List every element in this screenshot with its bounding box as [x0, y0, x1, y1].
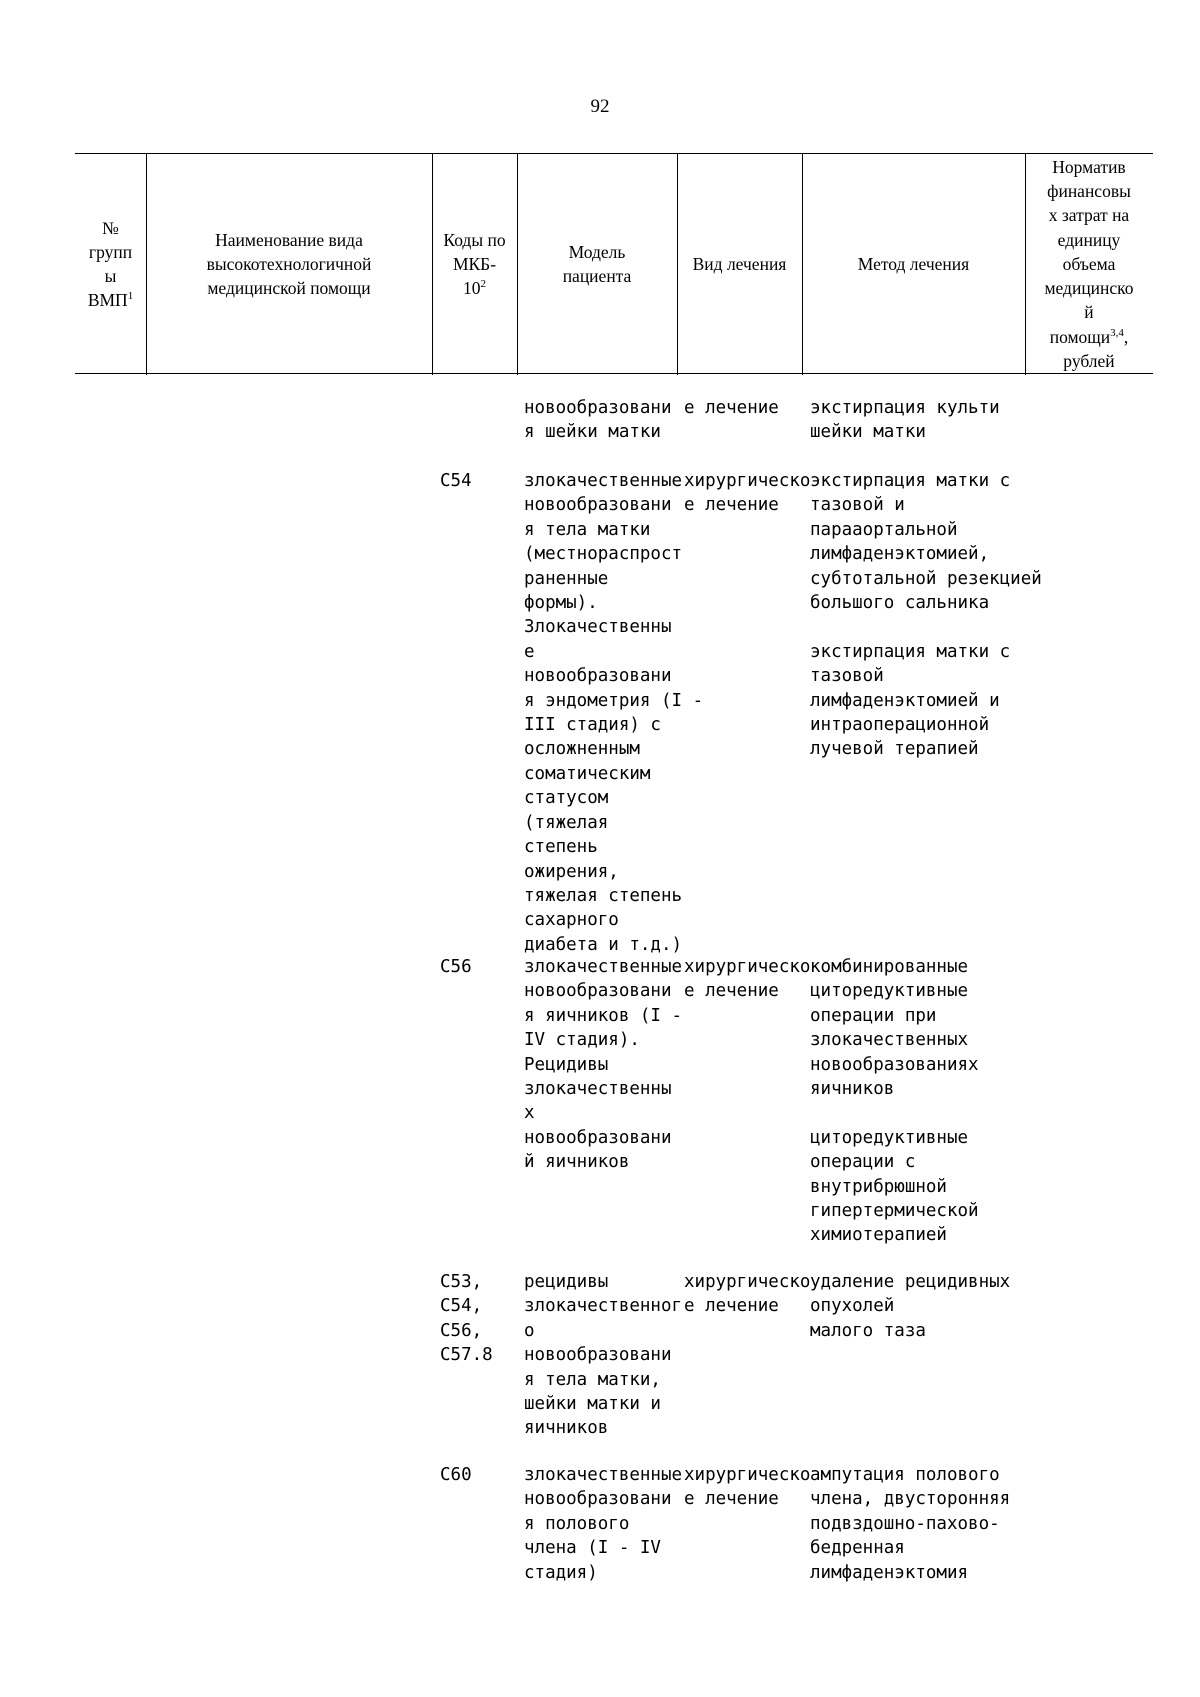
- cell-icd-codes: C53, C54, C56, C57.8: [440, 1272, 493, 1366]
- cell-icd-codes: C56: [440, 957, 472, 977]
- cell-treatment-type: хирургическо е лечение: [684, 1465, 811, 1510]
- header-care-type-name: Наименование вида высокотехнологичной медицинской помощи: [206, 230, 372, 298]
- table-header: [75, 153, 1153, 375]
- cell-treatment-type: е лечение: [684, 398, 779, 418]
- header-treatment-type: Вид лечения: [692, 254, 787, 274]
- header-cost-standard: Норматив финансовы х затрат на единицу объема медицинско й помощи$^{3,4}$, рублей: [1044, 157, 1134, 371]
- cell-patient-model: рецидивы злокачественног о новообразовани я тела матки, шейки матки и яичников: [524, 1272, 683, 1439]
- header-group-number: № групп ы ВМП$^1$: [87, 218, 134, 310]
- cell-treatment-method: удаление рецидивных опухолей малого таза: [810, 1272, 1011, 1341]
- header-treatment-method: Метод лечения: [857, 254, 970, 274]
- header-patient-model: Модель пациента: [562, 242, 632, 286]
- cell-treatment-method: ампутация полового члена, двусторонняя подвздошно-пахово- бедренная лимфаденэктомия: [810, 1465, 1011, 1583]
- header-icd-codes: Коды по МКБ- $10^2$: [443, 230, 506, 298]
- cell-icd-codes: C60: [440, 1465, 472, 1485]
- cell-patient-model: новообразовани я шейки матки: [524, 398, 672, 443]
- cell-treatment-method: экстирпация матки с тазовой и парааортальной лимфаденэктомией, субтотальной резекцией большого сальника экстирпация матки с тазовой лимфаденэктомией и интраоперационной лучевой терапией: [810, 471, 1042, 760]
- page-number: 92: [590, 96, 610, 117]
- cell-treatment-method: комбинированные циторедуктивные операции при злокачественных новообразованиях яичников циторедуктивные операции с внутрибрюшной гипертермической химиотерапией: [810, 957, 979, 1246]
- cell-treatment-type: хирургическо е лечение: [684, 471, 811, 516]
- cell-patient-model: злокачественные новообразовани я тела матки (местнораспрост раненные формы). Злокачественны е новообразовани я эндометрия (I - III стадия) с осложненным соматическим статусом (тяжелая степень ожирения, тяжелая степень сахарного диабета и т.д.): [524, 471, 704, 955]
- cell-treatment-method: экстирпация культи шейки матки: [810, 398, 1000, 443]
- cell-treatment-type: хирургическо е лечение: [684, 957, 811, 1002]
- cell-patient-model: злокачественные новообразовани я яичников (I - IV стадия). Рецидивы злокачественны х новообразовани й яичников: [524, 957, 683, 1173]
- cell-treatment-type: хирургическо е лечение: [684, 1272, 811, 1317]
- cell-patient-model: злокачественные новообразовани я полового члена (I - IV стадия): [524, 1465, 683, 1583]
- cell-icd-codes: C54: [440, 471, 472, 491]
